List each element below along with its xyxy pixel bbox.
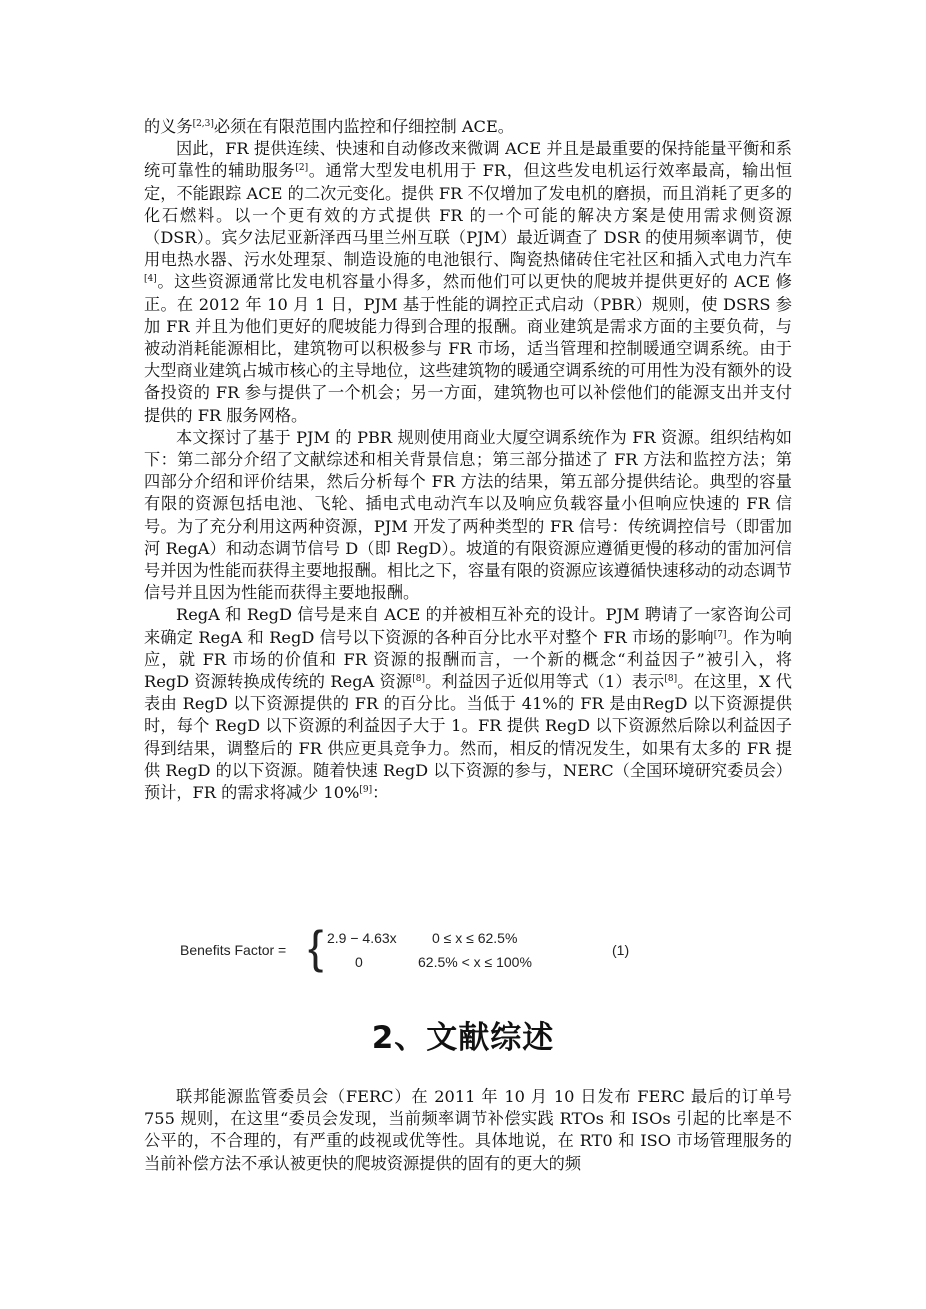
formula-case2-expr: 0: [355, 954, 363, 970]
text-run: 必须在有限范围内监控和仔细控制 ACE。: [213, 117, 514, 136]
text-run: 。利益因子近似用等式（1）表示: [424, 672, 665, 692]
paragraph-2: [144, 427, 792, 605]
paragraph-0: [144, 116, 792, 138]
citation-ref: [7]: [713, 629, 727, 640]
text-run: 。作为响应，就 FR 市场的价值和 FR 资源的报酬而言，一个新的概念“利益因子”被引入，将 RegD 资源转换成传统的 RegA 资源: [144, 627, 792, 692]
formula-case2-range: 62.5% < x ≤ 100%: [418, 954, 532, 970]
section-heading: 2、文献综述: [371, 1020, 555, 1056]
citation-ref: [2,3]: [192, 119, 214, 129]
paragraph-3: [144, 604, 792, 804]
text-run: 。在这里，X 代表由 RegD 以下资源提供的 FR 的百分比。当低于 41%的 FR 是由RegD 以下资源提供时，每个 RegD 以下资源的利益因子大于 1。FR 提供 RegD 以下资源然后除以利益因子得到结果，调整后的 FR 供应更具竞争力。然而，相反的情况发生，如果有太多的 FR 提供 RegD 的以下资源。随着快速 RegD 以下资源的参与，NERC（全国环境研究委员会）预计，FR 的需求将减少 10%: [144, 672, 792, 803]
citation-ref: [9]: [359, 785, 373, 796]
text-run: 。通常大型发电机用于 FR，但这些发电机运行效率最高，输出恒定，不能跟踪 ACE 的二次元变化。提供 FR 不仅增加了发电机的磨损，而且消耗了更多的化石燃料。以一个更有效的方式提供 FR 的一个可能的解决方案是使用需求侧资源（DSR）。宾夕法尼亚新泽西马里兰州互联（PJM）最近调查了 DSR 的使用频率调节，使用电热水器、污水处理泵、制造设施的电池银行、陶瓷热储砖住宅社区和插入式电力汽车: [144, 161, 792, 270]
formula-case1-expr: 2.9 − 4.63x: [327, 930, 397, 946]
text-run: RegA 和 RegD 信号是来自 ACE 的并被相互补充的设计。PJM 聘请了一家咨询公司来确定 RegA 和 RegD 信号以下资源的各种百分比水平对整个 FR 市场的影响: [144, 605, 792, 647]
citation-ref: [4]: [144, 274, 157, 285]
paragraph-4: [144, 1086, 792, 1175]
body-text-upper: [144, 116, 792, 804]
formula-number: (1): [612, 942, 630, 958]
formula-lhs: Benefits Factor =: [180, 942, 287, 958]
formula-brace: {: [308, 921, 324, 973]
equation-1: [180, 920, 640, 980]
text-run: 的义务: [144, 117, 193, 136]
text-run: 联邦能源监管委员会（FERC）在 2011 年 10 月 10 日发布 FERC 最后的订单号 755 规则，在这里“委员会发现，当前频率调节补偿实践 RTOs 和 ISOs 引起的比率是不公平的，不合理的，有严重的歧视或优等性。具体地说，在 RT0 和 ISO 市场管理服务的当前补偿方法不承认被更快的爬坡资源提供的固有的更大的频: [144, 1087, 792, 1173]
text-run: 本文探讨了基于 PJM 的 PBR 规则使用商业大厦空调系统作为 FR 资源。组织结构如下：第二部分介绍了文献综述和相关背景信息；第三部分描述了 FR 方法和监控方法；第四部分介绍和评价结果，然后分析每个 FR 方法的结果，第五部分提供结论。典型的容量有限的资源包括电池、飞轮、插电式电动汽车以及响应负载容量小但响应快速的 FR 信号。为了充分利用这两种资源，PJM 开发了两种类型的 FR 信号：传统调控信号（即雷加河 RegA）和动态调节信号 D（即 RegD）。坡道的有限资源应遵循更慢的移动的雷加河信号并因为性能而获得主要地报酬。相比之下，容量有限的资源应该遵循快速移动的动态调节信号并且因为性能而获得主要地报酬。: [144, 427, 792, 603]
citation-ref: [8]: [664, 674, 678, 685]
paragraph-1: [144, 138, 792, 427]
body-text-lower: [144, 1086, 792, 1175]
text-run: 。这些资源通常比发电机容量小得多，然而他们可以更快的爬坡并提供更好的 ACE 修正。在 2012 年 10 月 1 日，PJM 基于性能的调控正式启动（PBR）规则，使 DSRS 参加 FR 并且为他们更好的爬坡能力得到合理的报酬。商业建筑是需求方面的主要负荷，与被动消耗能源相比，建筑物可以积极参与 FR 市场，适当管理和控制暖通空调系统。由于大型商业建筑占城市核心的主导地位，这些建筑物的暖通空调系统的可用性为没有额外的设备投资的 FR 参与提供了一个机会；另一方面，建筑物也可以补偿他们的能源支出并支付提供的 FR 服务网格。: [144, 272, 792, 425]
formula-case1-range: 0 ≤ x ≤ 62.5%: [432, 930, 518, 946]
text-run: ：: [372, 783, 389, 803]
citation-ref: [2]: [295, 163, 309, 174]
text-run: 因此，FR 提供连续、快速和自动修改来微调 ACE 并且是最重要的保持能量平衡和系统可靠性的辅助服务: [144, 139, 792, 181]
citation-ref: [8]: [412, 674, 425, 685]
